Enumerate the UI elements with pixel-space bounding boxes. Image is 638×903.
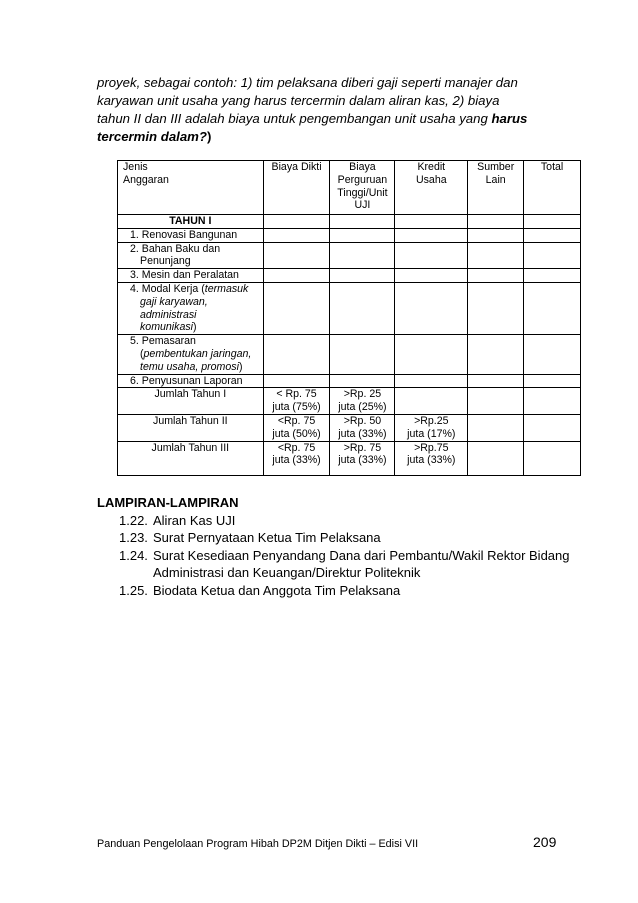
header-total: Total xyxy=(524,161,581,215)
table-header-row xyxy=(118,161,581,215)
header-biaya-dikti: Biaya Dikti xyxy=(263,161,330,215)
table-row xyxy=(118,242,581,269)
item-mesin: 3. Mesin dan Peralatan xyxy=(118,269,264,283)
jumlah-2-pt: >Rp. 50 juta (33%) xyxy=(330,414,395,441)
item-penyusunan-laporan: 6. Penyusunan Laporan xyxy=(118,374,264,388)
header-jenis-anggaran: Jenis Anggaran xyxy=(118,161,264,215)
table-row xyxy=(118,269,581,283)
table-row xyxy=(118,215,581,229)
list-item: 1.23. Surat Pernyataan Ketua Tim Pelaksana xyxy=(119,530,381,546)
page-number: 209 xyxy=(533,834,557,850)
item-renovasi: 1. Renovasi Bangunan xyxy=(118,228,264,242)
header-sumber-lain: Sumber Lain xyxy=(468,161,524,215)
jumlah-3-pt: >Rp. 75 juta (33%) xyxy=(330,441,395,475)
jumlah-tahun-2: Jumlah Tahun II xyxy=(118,414,264,441)
tahun-1-label: TAHUN I xyxy=(118,215,264,229)
table-row xyxy=(118,282,581,334)
jumlah-1-dikti: < Rp. 75 juta (75%) xyxy=(263,388,330,415)
budget-table xyxy=(117,160,581,476)
list-item: 1.24. Surat Kesediaan Penyandang Dana dari Pembantu/Wakil Rektor Bidang xyxy=(119,547,570,563)
item-bahan-baku: 2. Bahan Baku dan Penunjang xyxy=(118,242,264,269)
table-row xyxy=(118,335,581,374)
jumlah-3-kredit: >Rp.75 juta (33%) xyxy=(395,441,468,475)
table-row xyxy=(118,414,581,441)
intro-bold-1: harus xyxy=(491,111,528,126)
jumlah-tahun-1: Jumlah Tahun I xyxy=(118,388,264,415)
intro-paragraph xyxy=(97,74,561,146)
jumlah-1-pt: >Rp. 25 juta (25%) xyxy=(330,388,395,415)
intro-tail: ) xyxy=(206,129,212,144)
intro-line-3: tahun II dan III adalah biaya untuk pengembangan unit usaha yang xyxy=(97,111,492,126)
header-biaya-pt: Biaya Perguruan Tinggi/Unit UJI xyxy=(330,161,395,215)
jumlah-2-dikti: <Rp. 75 juta (50%) xyxy=(263,414,330,441)
footer-text: Panduan Pengelolaan Program Hibah DP2M Ditjen Dikti – Edisi VII xyxy=(97,838,419,850)
table-row xyxy=(118,441,581,475)
jumlah-3-dikti: <Rp. 75 juta (33%) xyxy=(263,441,330,475)
table-row xyxy=(118,388,581,415)
intro-line-1: proyek, sebagai contoh: 1) tim pelaksana diberi gaji seperti manajer dan xyxy=(97,75,518,90)
jumlah-2-kredit: >Rp.25 juta (17%) xyxy=(395,414,468,441)
lampiran-title: LAMPIRAN-LAMPIRAN xyxy=(97,495,239,510)
jumlah-tahun-3: Jumlah Tahun III xyxy=(118,441,264,475)
list-item-continuation: Administrasi dan Keuangan/Direktur Politeknik xyxy=(153,565,421,581)
list-item: 1.25. Biodata Ketua dan Anggota Tim Pelaksana xyxy=(119,582,401,598)
lampiran-section xyxy=(97,494,577,600)
list-item: 1.22. Aliran Kas UJI xyxy=(119,512,236,528)
intro-line-2: karyawan unit usaha yang harus tercermin dalam aliran kas, 2) biaya xyxy=(97,93,500,108)
header-kredit-usaha: Kredit Usaha xyxy=(395,161,468,215)
item-pemasaran: 5. Pemasaran (pembentukan jaringan, temu usaha, promosi) xyxy=(118,335,264,374)
item-modal-kerja: 4. Modal Kerja (termasuk gaji karyawan, administrasi komunikasi) xyxy=(118,282,264,334)
table-row xyxy=(118,374,581,388)
table-row xyxy=(118,228,581,242)
intro-bold-2: tercermin dalam? xyxy=(97,129,207,144)
